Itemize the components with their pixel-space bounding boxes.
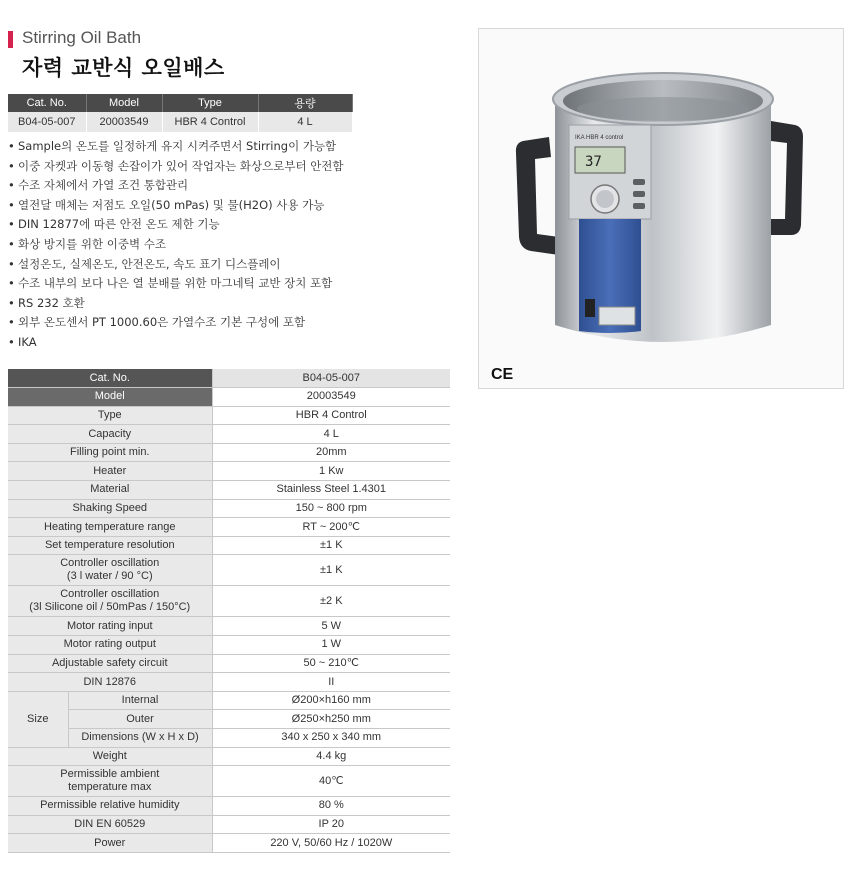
spec-row (8, 636, 450, 655)
spec-row (8, 673, 450, 692)
spec-label: Weight (8, 747, 212, 766)
feature-item: • IKA (8, 333, 468, 353)
spec-label: Internal (68, 691, 212, 710)
title-accent-bar (8, 31, 13, 48)
spec-value: 4.4 kg (212, 747, 450, 766)
spec-table (8, 369, 450, 853)
spec-label: Heater (8, 462, 212, 481)
summary-data-row (8, 112, 352, 132)
spec-value: 4 L (212, 425, 450, 444)
spec-value: 340 x 250 x 340 mm (212, 729, 450, 748)
summary-header-cell: Model (86, 94, 162, 112)
spec-label: Power (8, 834, 212, 853)
spec-row (8, 499, 450, 518)
summary-cell: B04-05-007 (8, 112, 86, 132)
spec-row (8, 518, 450, 537)
spec-row (8, 815, 450, 834)
spec-value: ±1 K (212, 555, 450, 586)
spec-row (8, 654, 450, 673)
feature-item: • 이중 자켓과 이동형 손잡이가 있어 작업자는 화상으로부터 안전함 (8, 157, 468, 177)
spec-label: Material (8, 481, 212, 500)
feature-item: • 설정온도, 실제온도, 안전온도, 속도 표기 디스플레이 (8, 255, 468, 275)
spec-label: Heating temperature range (8, 518, 212, 537)
spec-label (8, 555, 212, 586)
spec-value: Stainless Steel 1.4301 (212, 481, 450, 500)
spec-label (8, 586, 212, 617)
feature-list (8, 137, 468, 353)
spec-row (8, 797, 450, 816)
spec-value: 20003549 (212, 388, 450, 407)
spec-row (8, 406, 450, 425)
spec-label-line: Controller oscillation (60, 588, 160, 601)
spec-row (8, 536, 450, 555)
spec-label: Dimensions (W x H x D) (68, 729, 212, 748)
summary-header-row (8, 94, 352, 112)
spec-label: Model (8, 388, 212, 407)
panel-button (633, 191, 645, 197)
nameplate (599, 307, 635, 325)
feature-item: • 수조 자체에서 가열 조건 통합관리 (8, 176, 468, 196)
spec-label-line: Permissible ambient (60, 768, 160, 781)
spec-value: 1 W (212, 636, 450, 655)
brand-label: IKA HBR 4 control (575, 135, 624, 141)
spec-label: Outer (68, 710, 212, 729)
spec-row (8, 443, 450, 462)
title-korean: 자력 교반식 오일배스 (22, 56, 225, 80)
feature-item: • 화상 방지를 위한 이중벽 수조 (8, 235, 468, 255)
feature-item: • 외부 온도센서 PT 1000.60은 가열수조 기본 구성에 포함 (8, 313, 468, 333)
spec-value: 20mm (212, 443, 450, 462)
feature-item: • Sample의 온도를 일정하게 유지 시켜주면서 Stirring이 가능함 (8, 137, 468, 157)
left-handle (516, 137, 559, 255)
spec-value: Ø250×h250 mm (212, 710, 450, 729)
panel-button (633, 179, 645, 185)
spec-row-size-internal (8, 691, 450, 710)
spec-value: II (212, 673, 450, 692)
spec-value: 1 Kw (212, 462, 450, 481)
spec-row (8, 462, 450, 481)
spec-row-size-outer (8, 710, 450, 729)
summary-table (8, 94, 353, 132)
feature-item: • DIN 12877에 따른 안전 온도 제한 기능 (8, 215, 468, 235)
spec-label-line: (3 l water / 90 °C) (66, 570, 153, 583)
spec-label-line: Controller oscillation (60, 557, 160, 570)
feature-item: • 열전달 매체는 저점도 오일(50 mPas) 및 물(H2O) 사용 가능 (8, 196, 468, 216)
spec-label: Adjustable safety circuit (8, 654, 212, 673)
spec-value: 150 ~ 800 rpm (212, 499, 450, 518)
spec-value: Ø200×h160 mm (212, 691, 450, 710)
spec-label (8, 766, 212, 797)
summary-cell: 20003549 (86, 112, 162, 132)
spec-row-cat-no (8, 369, 450, 388)
display-readout: 37 (585, 154, 602, 170)
spec-value: IP 20 (212, 815, 450, 834)
spec-value: ±1 K (212, 536, 450, 555)
spec-row-size-dimensions (8, 729, 450, 748)
spec-value: 40℃ (212, 766, 450, 797)
spec-label: Cat. No. (8, 369, 212, 388)
spec-row-ambient (8, 766, 450, 797)
spec-label: Capacity (8, 425, 212, 444)
oil-bath-illustration (479, 29, 845, 390)
summary-header-cell: 용량 (258, 94, 352, 112)
title-english: Stirring Oil Bath (22, 28, 142, 47)
spec-row (8, 425, 450, 444)
summary-header-cell: Type (162, 94, 258, 112)
feature-item: • RS 232 호환 (8, 294, 468, 314)
spec-row-controller-oil (8, 586, 450, 617)
feature-item: • 수조 내부의 보다 나은 열 분배를 위한 마그네틱 교반 장치 포함 (8, 274, 468, 294)
power-switch (585, 299, 595, 317)
spec-row (8, 617, 450, 636)
spec-label: DIN 12876 (8, 673, 212, 692)
product-photo (478, 28, 844, 389)
spec-row (8, 481, 450, 500)
spec-label: Set temperature resolution (8, 536, 212, 555)
right-handle (771, 121, 803, 235)
spec-label: Motor rating output (8, 636, 212, 655)
spec-value: RT ~ 200℃ (212, 518, 450, 537)
ce-mark: CE (491, 366, 514, 383)
spec-value: B04-05-007 (212, 369, 450, 388)
spec-group-label: Size (8, 691, 68, 747)
spec-label: Motor rating input (8, 617, 212, 636)
spec-row-controller-water (8, 555, 450, 586)
spec-label-line: temperature max (68, 781, 152, 794)
panel-button (633, 203, 645, 209)
spec-value: HBR 4 Control (212, 406, 450, 425)
spec-row-model (8, 388, 450, 407)
spec-label: Type (8, 406, 212, 425)
summary-header-cell: Cat. No. (8, 94, 86, 112)
spec-value: 80 % (212, 797, 450, 816)
spec-value: 220 V, 50/60 Hz / 1020W (212, 834, 450, 853)
spec-value: ±2 K (212, 586, 450, 617)
spec-row (8, 834, 450, 853)
spec-label: Shaking Speed (8, 499, 212, 518)
spec-label: Filling point min. (8, 443, 212, 462)
spec-label: DIN EN 60529 (8, 815, 212, 834)
spec-value: 50 ~ 210℃ (212, 654, 450, 673)
summary-cell: HBR 4 Control (162, 112, 258, 132)
spec-label-line: (3l Silicone oil / 50mPas / 150°C) (29, 601, 191, 614)
summary-cell: 4 L (258, 112, 352, 132)
spec-label: Permissible relative humidity (8, 797, 212, 816)
spec-row-weight (8, 747, 450, 766)
spec-value: 5 W (212, 617, 450, 636)
